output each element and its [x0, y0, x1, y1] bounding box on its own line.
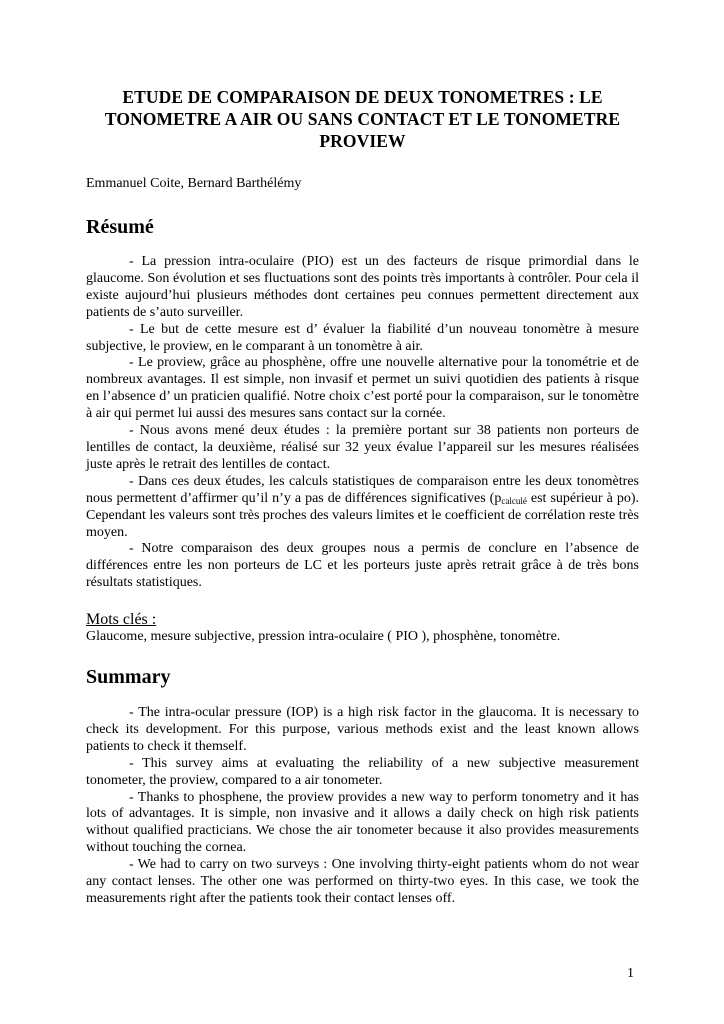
resume-p5-before: - Dans ces deux études, les calculs statistiques de comparaison entre les deux tonomètres nous permettent d’affirmer qu’il n’y a pas de différences significatives (p — [86, 473, 639, 506]
resume-heading: Résumé — [86, 216, 154, 238]
resume-body — [86, 254, 639, 592]
authors: Emmanuel Coite, Bernard Barthélémy — [86, 176, 302, 191]
summary-paragraph: - We had to carry on two surveys : One involving thirty-eight patients whom do not wear any contact lenses. The other one was performed on thirty-two eyes. In this case, we took the measurements right after the patients took their contact lenses off. — [86, 857, 639, 906]
summary-paragraph: - This survey aims at evaluating the reliability of a new subjective measurement tonometer, the proview, compared to a air tonometer. — [86, 755, 639, 788]
summary-body — [86, 705, 639, 908]
resume-paragraph: - Le proview, grâce au phosphène, offre une nouvelle alternative pour la tonométrie et de nombreux avantages. Il est simple, non invasif et permet un suivi quotidien des patients à risque en l’absence d’ un praticien qualifié. Notre choix c’est porté pour la comparaison, sur le tonomètre à air qui permet lui aussi des mesures sans contact sur la cornée. — [86, 355, 639, 422]
resume-paragraph: - La pression intra-oculaire (PIO) est un des facteurs de risque primordial dans le glaucome. Son évolution et ses fluctuations sont des points très importants à contrôler. Pour cela il existe aujourd’hui plusieurs méthodes dont certaines peu connues permettent directement aux patients de s’auto surveiller. — [86, 254, 639, 320]
resume-p5-after: est supérieur à po). Cependant les valeurs sont très proches des valeurs limites et le coefficient de corrélation reste très moyen. — [86, 490, 639, 540]
summary-paragraph: - The intra-ocular pressure (IOP) is a high risk factor in the glaucoma. It is necessary to check its development. For this purpose, various methods exist and the least known allows patients to check it themself. — [86, 705, 639, 754]
resume-paragraph: - Nous avons mené deux études : la première portant sur 38 patients non porteurs de lentilles de contact, la deuxième, réalisé sur 32 yeux évalue l’appareil sur les mesures réalisées juste après le retrait des lentilles de contact. — [86, 423, 639, 472]
summary-heading: Summary — [86, 666, 171, 689]
keywords-heading: Mots clés : — [86, 611, 157, 629]
resume-paragraph — [86, 474, 639, 542]
page-number: 1 — [627, 966, 634, 981]
summary-paragraph: - Thanks to phosphene, the proview provides a new way to perform tonometry and it has lots of advantages. It is simple, non invasive and it allows a daily check on high risk patients without qualified practicians. We chose the air tonometer because it also provides measurements without touching the cornea. — [86, 789, 639, 856]
p-calcule-subscript: calculé — [501, 495, 527, 506]
resume-paragraph: - Le but de cette mesure est d’ évaluer la fiabilité d’un nouveau tonomètre à mesure subjective, le proview, en le comparant à un tonomètre à air. — [86, 321, 639, 354]
paper-title: ETUDE DE COMPARAISON DE DEUX TONOMETRES : LE TONOMETRE A AIR OU SANS CONTACT ET LE TONOMETRE PROVIEW — [104, 87, 621, 151]
keywords-text: Glaucome, mesure subjective, pression intra-oculaire ( PIO ), phosphène, tonomètre. — [86, 629, 561, 645]
resume-paragraph: - Notre comparaison des deux groupes nous a permis de conclure en l’absence de différences entre les non porteurs de LC et les porteurs juste après retrait grâce à de très bons résultats statistiques. — [86, 541, 639, 591]
document-page — [86, 86, 639, 908]
